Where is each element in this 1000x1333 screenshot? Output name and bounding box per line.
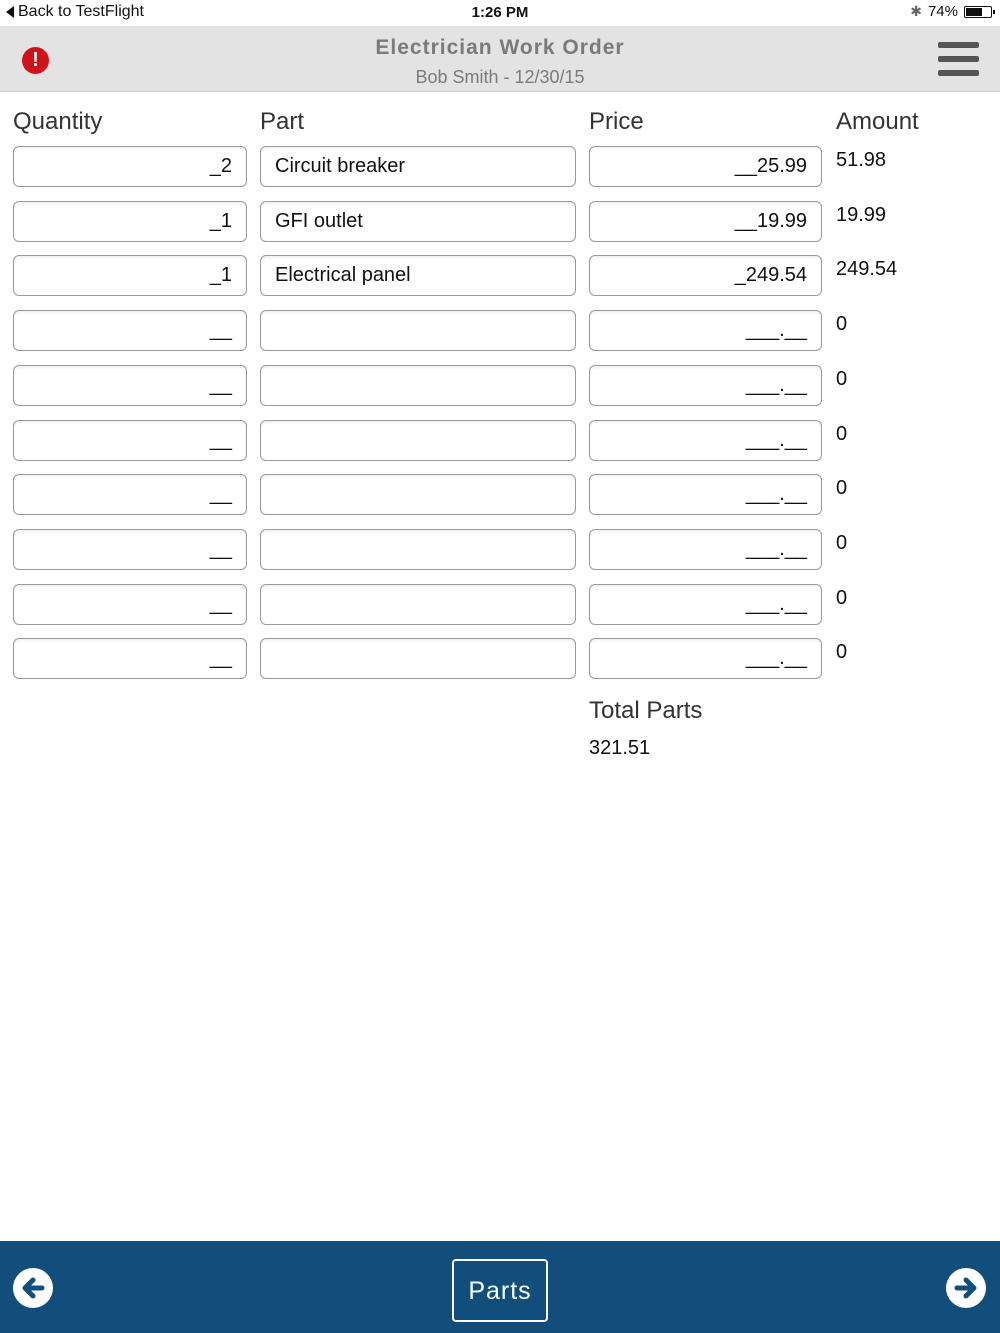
back-label: Back to TestFlight: [18, 3, 144, 20]
table-row: [0, 201, 1000, 256]
column-header-part: Part: [260, 108, 305, 135]
part-input[interactable]: [260, 584, 576, 625]
page-subtitle: Bob Smith - 12/30/15: [415, 67, 585, 87]
amount-value: 0: [836, 531, 848, 554]
quantity-input[interactable]: __: [13, 474, 247, 515]
amount-value: 51.98: [836, 149, 887, 171]
amount-value: 0: [836, 422, 848, 445]
price-input[interactable]: ___.__: [589, 584, 822, 625]
amount-value: 0: [836, 313, 848, 336]
alert-icon[interactable]: !: [22, 47, 49, 74]
column-header-quantity: Quantity: [13, 108, 103, 135]
status-bar: [0, 0, 1000, 26]
bottom-toolbar: [0, 1241, 1000, 1333]
price-input[interactable]: ___.__: [589, 474, 822, 515]
amount-value: 0: [836, 477, 848, 500]
parts-button[interactable]: Parts: [452, 1259, 548, 1322]
part-input[interactable]: Circuit breaker: [260, 146, 576, 187]
column-header-amount: Amount: [836, 108, 919, 135]
battery-percent: 74%: [927, 3, 958, 20]
status-indicators: [910, 3, 992, 20]
previous-arrow-icon[interactable]: [13, 1268, 53, 1308]
amount-value: 0: [836, 367, 848, 390]
amount-value: 0: [836, 641, 848, 664]
part-input[interactable]: GFI outlet: [260, 201, 576, 242]
part-input[interactable]: Electrical panel: [260, 255, 576, 296]
part-input[interactable]: [260, 474, 576, 515]
table-row: [0, 638, 1000, 693]
table-row: [0, 365, 1000, 420]
next-arrow-icon[interactable]: [946, 1268, 986, 1308]
quantity-input[interactable]: _1: [13, 255, 247, 296]
part-input[interactable]: [260, 420, 576, 461]
price-input[interactable]: __19.99: [589, 201, 822, 242]
quantity-input[interactable]: __: [13, 638, 247, 679]
hamburger-menu-icon[interactable]: [938, 42, 979, 78]
table-row: [0, 255, 1000, 310]
quantity-input[interactable]: _2: [13, 146, 247, 187]
battery-level: [966, 8, 982, 16]
table-row: [0, 474, 1000, 529]
price-input[interactable]: ___.__: [589, 365, 822, 406]
part-input[interactable]: [260, 365, 576, 406]
price-input[interactable]: __25.99: [589, 146, 822, 187]
price-input[interactable]: ___.__: [589, 420, 822, 461]
quantity-input[interactable]: __: [13, 420, 247, 461]
column-header-price: Price: [589, 108, 644, 135]
part-input[interactable]: [260, 310, 576, 351]
table-row: [0, 146, 1000, 201]
amount-value: 0: [836, 586, 848, 609]
table-row: [0, 310, 1000, 365]
price-input[interactable]: ___.__: [589, 638, 822, 679]
quantity-input[interactable]: __: [13, 529, 247, 570]
amount-value: 249.54: [836, 258, 898, 281]
part-input[interactable]: [260, 638, 576, 679]
table-row: [0, 420, 1000, 475]
quantity-input[interactable]: __: [13, 584, 247, 625]
quantity-input[interactable]: _1: [13, 201, 247, 242]
page-title: Electrician Work Order: [375, 36, 625, 59]
quantity-input[interactable]: __: [13, 365, 247, 406]
total-parts-value: 321.51: [589, 737, 651, 759]
app-header: [0, 26, 1000, 92]
battery-icon: [964, 6, 992, 18]
table-row: [0, 584, 1000, 639]
status-time: 1:26 PM: [471, 4, 529, 21]
price-input[interactable]: ___.__: [589, 310, 822, 351]
price-input[interactable]: _249.54: [589, 255, 822, 296]
bluetooth-icon: ✱: [910, 3, 922, 19]
price-input[interactable]: ___.__: [589, 529, 822, 570]
quantity-input[interactable]: __: [13, 310, 247, 351]
total-parts-label: Total Parts: [589, 697, 703, 724]
table-row: [0, 529, 1000, 584]
amount-value: 19.99: [836, 203, 887, 226]
part-input[interactable]: [260, 529, 576, 570]
